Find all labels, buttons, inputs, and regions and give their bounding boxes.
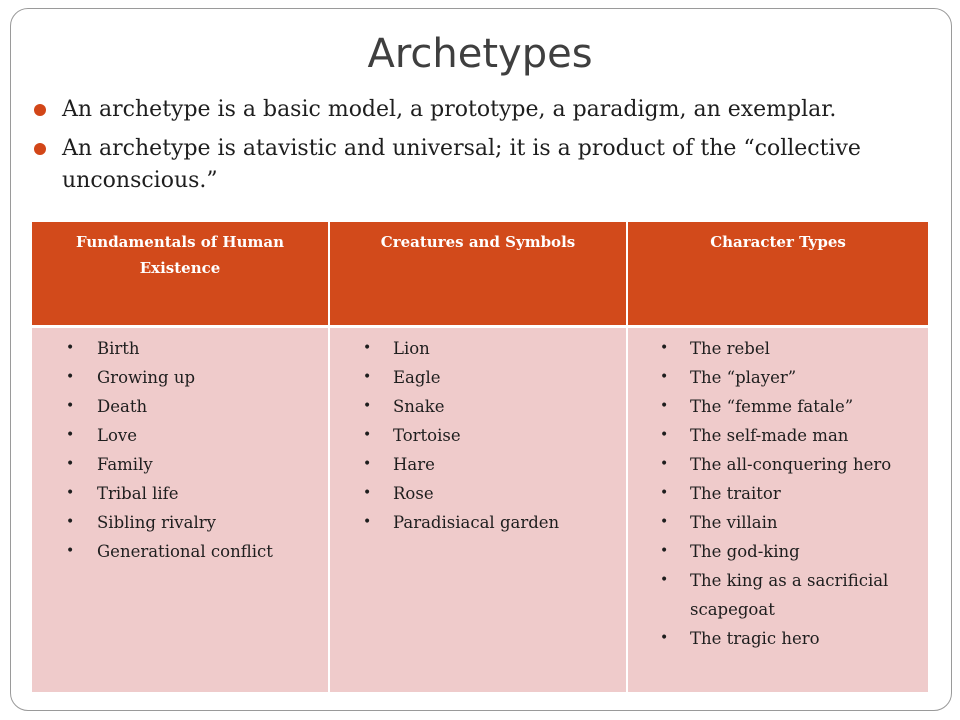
list-item-text: Growing up bbox=[97, 368, 196, 387]
bullet-icon: • bbox=[363, 485, 372, 501]
bullet-icon: • bbox=[66, 514, 75, 530]
bullet-icon: • bbox=[66, 427, 75, 443]
bullet-icon: • bbox=[66, 369, 75, 385]
list-item-text: The “femme fatale” bbox=[690, 397, 854, 416]
header-fundamentals: Fundamentals of Human Existence bbox=[32, 222, 329, 327]
list-item bbox=[628, 392, 928, 421]
intro-bullet-list bbox=[32, 94, 912, 204]
bullet-icon: • bbox=[660, 514, 669, 530]
table-header-row bbox=[32, 222, 928, 327]
list-item bbox=[628, 624, 928, 653]
character-types-list bbox=[628, 334, 928, 653]
list-item-text: The god-king bbox=[690, 542, 800, 561]
list-item bbox=[330, 363, 626, 392]
bullet-icon: • bbox=[363, 456, 372, 472]
list-item-text: The rebel bbox=[690, 339, 770, 358]
list-item bbox=[330, 479, 626, 508]
list-item-text: Snake bbox=[393, 397, 445, 416]
list-item-text: Sibling rivalry bbox=[97, 513, 216, 532]
bullet-icon: • bbox=[660, 543, 669, 559]
list-item bbox=[32, 508, 328, 537]
list-item bbox=[330, 392, 626, 421]
list-item bbox=[330, 508, 626, 537]
list-item-text: Death bbox=[97, 397, 148, 416]
bullet-icon: • bbox=[660, 398, 669, 414]
creatures-symbols-cell bbox=[329, 327, 627, 693]
archetypes-table bbox=[32, 222, 928, 692]
bullet-icon: • bbox=[363, 369, 372, 385]
list-item bbox=[628, 363, 928, 392]
bullet-icon: • bbox=[363, 340, 372, 356]
list-item-text: The self-made man bbox=[690, 426, 849, 445]
list-item bbox=[330, 421, 626, 450]
list-item bbox=[32, 537, 328, 566]
intro-bullet-text: An archetype is a basic model, a prototype, a paradigm, an exemplar. bbox=[62, 97, 837, 122]
bullet-icon: • bbox=[66, 456, 75, 472]
bullet-dot-icon bbox=[34, 143, 46, 155]
fundamentals-list bbox=[32, 334, 328, 566]
list-item bbox=[628, 537, 928, 566]
header-character-types: Character Types bbox=[627, 222, 928, 327]
table-body-row bbox=[32, 327, 928, 693]
character-types-cell bbox=[627, 327, 928, 693]
intro-bullet-text: An archetype is atavistic and universal; it is a product of the “collective unconscious.” bbox=[62, 136, 861, 193]
header-creatures-symbols: Creatures and Symbols bbox=[329, 222, 627, 327]
creatures-symbols-list bbox=[330, 334, 626, 537]
list-item-text: Birth bbox=[97, 339, 140, 358]
list-item bbox=[628, 508, 928, 537]
list-item-text: Tribal life bbox=[97, 484, 179, 503]
intro-bullet bbox=[32, 133, 912, 197]
list-item bbox=[32, 392, 328, 421]
bullet-icon: • bbox=[660, 369, 669, 385]
list-item-text: Tortoise bbox=[393, 426, 461, 445]
list-item-text: Eagle bbox=[393, 368, 441, 387]
fundamentals-cell bbox=[32, 327, 329, 693]
bullet-icon: • bbox=[660, 572, 669, 588]
bullet-icon: • bbox=[660, 485, 669, 501]
bullet-icon: • bbox=[66, 398, 75, 414]
intro-bullet bbox=[32, 94, 912, 126]
bullet-icon: • bbox=[363, 427, 372, 443]
bullet-icon: • bbox=[660, 427, 669, 443]
list-item-text: Hare bbox=[393, 455, 435, 474]
list-item bbox=[32, 363, 328, 392]
list-item-text: Paradisiacal garden bbox=[393, 513, 560, 532]
bullet-icon: • bbox=[66, 543, 75, 559]
list-item-text: The all-conquering hero bbox=[690, 455, 892, 474]
bullet-icon: • bbox=[363, 514, 372, 530]
list-item-text: Lion bbox=[393, 339, 430, 358]
list-item bbox=[32, 450, 328, 479]
list-item bbox=[628, 566, 928, 624]
list-item bbox=[32, 334, 328, 363]
list-item bbox=[330, 450, 626, 479]
list-item-text: Love bbox=[97, 426, 137, 445]
list-item-text: Generational conflict bbox=[97, 542, 273, 561]
list-item bbox=[628, 479, 928, 508]
bullet-icon: • bbox=[660, 630, 669, 646]
bullet-icon: • bbox=[66, 485, 75, 501]
bullet-icon: • bbox=[660, 456, 669, 472]
list-item-text: The king as a sacrificial scapegoat bbox=[690, 571, 889, 619]
bullet-icon: • bbox=[363, 398, 372, 414]
list-item-text: Family bbox=[97, 455, 153, 474]
bullet-icon: • bbox=[660, 340, 669, 356]
slide-title: Archetypes bbox=[367, 31, 593, 77]
list-item-text: The traitor bbox=[690, 484, 781, 503]
list-item bbox=[330, 334, 626, 363]
list-item-text: The villain bbox=[690, 513, 778, 532]
list-item bbox=[628, 334, 928, 363]
list-item bbox=[32, 479, 328, 508]
list-item-text: The “player” bbox=[690, 368, 797, 387]
list-item bbox=[628, 450, 928, 479]
bullet-icon: • bbox=[66, 340, 75, 356]
list-item bbox=[32, 421, 328, 450]
list-item-text: Rose bbox=[393, 484, 434, 503]
bullet-dot-icon bbox=[34, 104, 46, 116]
list-item bbox=[628, 421, 928, 450]
list-item-text: The tragic hero bbox=[690, 629, 820, 648]
